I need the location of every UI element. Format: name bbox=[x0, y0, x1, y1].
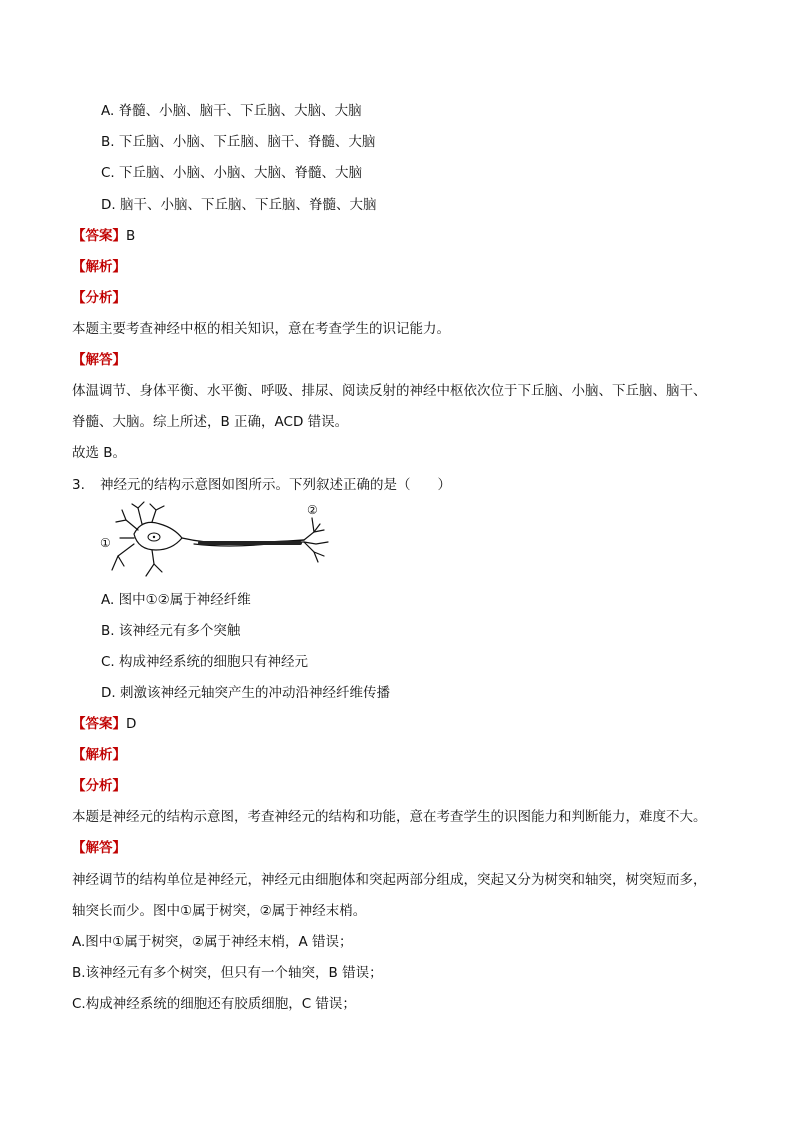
q2-option-b: B. 下丘脑、小脑、下丘脑、脑干、脊髓、大脑 bbox=[101, 134, 376, 150]
neuron-diagram bbox=[98, 500, 338, 584]
cell-body bbox=[134, 522, 182, 550]
axon-terminal bbox=[304, 542, 318, 562]
question-number: 3. bbox=[72, 477, 85, 493]
q3-fenxi-text: 本题是神经元的结构示意图，考查神经元的结构和功能，意在考查学生的识图能力和判断能力，难度不大。 bbox=[72, 809, 707, 825]
dendrite bbox=[146, 550, 154, 576]
figure-label-2: ② bbox=[307, 503, 318, 517]
dendrite bbox=[118, 556, 124, 566]
question-stem: 神经元的结构示意图如图所示。下列叙述正确的是（ ） bbox=[100, 477, 451, 493]
q3-jieda-line-1: 神经调节的结构单位是神经元，神经元由细胞体和突起两部分组成，突起又分为树突和轴突，树突短而多， bbox=[72, 872, 707, 888]
q3-option-d: D. 刺激该神经元轴突产生的冲动沿神经纤维传播 bbox=[101, 685, 390, 701]
q2-option-c: C. 下丘脑、小脑、小脑、大脑、脊髓、大脑 bbox=[101, 165, 363, 181]
q3-analysis-tag: 【解析】 bbox=[72, 747, 126, 763]
nucleolus bbox=[153, 536, 155, 538]
answer-tag: 【答案】 bbox=[72, 716, 126, 732]
q2-fenxi-tag: 【分析】 bbox=[72, 290, 126, 306]
answer-value: D bbox=[126, 716, 137, 732]
figure-label-1: ① bbox=[100, 536, 111, 550]
myelin-sheath bbox=[198, 541, 302, 545]
q3-jieda-line-4: B.该神经元有多个树突，但只有一个轴突，B 错误； bbox=[72, 965, 383, 981]
dendrite bbox=[112, 544, 134, 570]
dendrite bbox=[138, 502, 144, 508]
q2-option-d: D. 脑干、小脑、下丘脑、下丘脑、脊髓、大脑 bbox=[101, 197, 377, 213]
q3-answer-line bbox=[72, 715, 136, 733]
q3-option-c: C. 构成神经系统的细胞只有神经元 bbox=[101, 654, 309, 670]
q3-fenxi-tag: 【分析】 bbox=[72, 778, 126, 794]
axon-terminal bbox=[304, 542, 328, 544]
q2-option-a: A. 脊髓、小脑、脑干、下丘脑、大脑、大脑 bbox=[101, 103, 362, 119]
dendrite bbox=[116, 520, 138, 530]
q2-jieda-line-2: 脊髓、大脑。综上所述，B 正确，ACD 错误。 bbox=[72, 414, 349, 430]
q2-jieda-tag: 【解答】 bbox=[72, 352, 126, 368]
q3-option-b: B. 该神经元有多个突触 bbox=[101, 623, 241, 639]
dendrite bbox=[132, 504, 142, 524]
q2-jieda-line-3: 故选 B。 bbox=[72, 445, 127, 461]
label-2-leader bbox=[312, 518, 314, 532]
dendrite bbox=[150, 504, 156, 522]
dendrite bbox=[154, 564, 162, 572]
answer-tag: 【答案】 bbox=[72, 228, 126, 244]
dendrite bbox=[156, 506, 164, 510]
q2-fenxi-text: 本题主要考查神经中枢的相关知识，意在考查学生的识记能力。 bbox=[72, 321, 450, 337]
q3-jieda-line-2: 轴突长而少。图中①属于树突，②属于神经末梢。 bbox=[72, 903, 367, 919]
q3-jieda-tag: 【解答】 bbox=[72, 840, 126, 856]
dendrite bbox=[122, 510, 126, 520]
q3-jieda-line-5: C.构成神经系统的细胞还有胶质细胞，C 错误； bbox=[72, 996, 356, 1012]
q2-answer-line bbox=[72, 227, 135, 245]
q2-jieda-line-1: 体温调节、身体平衡、水平衡、呼吸、排尿、阅读反射的神经中枢依次位于下丘脑、小脑、下丘脑、脑干、 bbox=[72, 383, 707, 399]
q3-option-a: A. 图中①②属于神经纤维 bbox=[101, 592, 251, 608]
axon-terminal bbox=[304, 524, 320, 540]
q2-analysis-tag: 【解析】 bbox=[72, 259, 126, 275]
q3-jieda-line-3: A.图中①属于树突，②属于神经末梢，A 错误； bbox=[72, 934, 353, 950]
answer-value: B bbox=[126, 228, 136, 244]
q3-stem-line bbox=[72, 476, 451, 494]
